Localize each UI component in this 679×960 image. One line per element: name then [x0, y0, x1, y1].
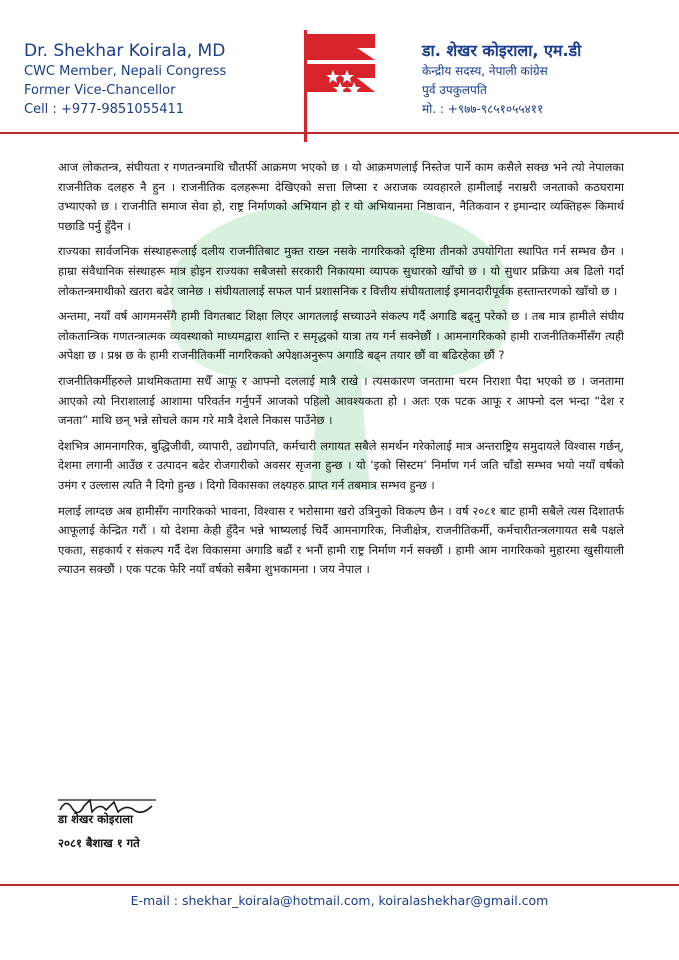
- letter-paragraph: अन्तमा, नयाँ वर्ष आगमनसँगै हामी विगतबाट शिक्षा लिएर आगतलाई सच्याउने संकल्प गर्दै अगाडि बढ्नु परेको छ । तब मात्र हामीले संघीय लोकतान्त्रिक गणतन्त्रात्मक व्यवस्थाको माध्यमद्वारा शान्ति र समृद्धको यात्रा तय गर्न सक्नेछौं । आमनागरिकको हामी राजनीतिकर्मीसँग त्यही अपेक्षा छ । प्रश्न छ के हामी राजनीतिकर्मी नागरिकको अपेक्षाअनुरूप अगाडि बढ्न तयार छौं वा बढिरहेका छौं ?: [58, 309, 624, 363]
- author-role-english: CWC Member, Nepali Congress: [24, 64, 227, 79]
- header-divider: [0, 132, 679, 134]
- author-former-nepali: पुर्व उपकुलपति: [422, 83, 487, 97]
- footer-email: E-mail : shekhar_koirala@hotmail.com, koiralashekhar@gmail.com: [130, 893, 549, 908]
- author-role-nepali: केन्द्रीय सदस्य, नेपाली कांग्रेस: [422, 64, 548, 78]
- author-cell-english: Cell : +977-9851055411: [24, 102, 185, 117]
- letter-paragraph: राजनीतिकर्मीहरुले प्राथमिकतामा सधैँ आफू र आफ्नो दललाई मात्रै राखे । त्यसकारण जनतामा चरम निराशा पैदा भएको छ । जनतामा आएको त्यो निराशालाई आशामा परिवर्तन गर्नुपर्ने आजको पहिलो आवश्यकता हो । अतः एक पटक आफू र आफ्नो दल भन्दा “देश र जनता” माथि छन् भन्ने सोचले काम गरे मात्रै देशले निकास पाउँनेछ ।: [58, 373, 624, 428]
- author-name-english: Dr. Shekhar Koirala, MD: [24, 41, 226, 61]
- signatory-name: डा शेखर कोइराला: [58, 812, 133, 826]
- author-former-english: Former Vice-Chancellor: [24, 83, 176, 98]
- author-name-nepali: डा. शेखर कोइराला, एम.डी: [422, 41, 582, 60]
- author-cell-nepali: मो. : +९७७-९८५१०५५४११: [422, 102, 544, 116]
- letter-paragraph: मलाई लाग्दछ अब हामीसँग नागरिकको भावना, विश्वास र भरोसामा खरो उत्रिनुको विकल्प छैन । वर्ष २०८१ बाट हामी सबैले त्यस दिशातर्फ आफूलाई केन्द्रित गरौं । यो देशमा केही हुँदैन भन्ने भाष्यलाई चिर्दै आमनागरिक, निजीक्षेत्र, राजनीतिकर्मी, कर्मचारीतन्त्रलगायत सबै पक्षले एकता, सहकार्य र संकल्प गर्दै देश विकासमा अगाडि बढौं र भनौं हामी राष्ट्र निर्माण गर्न सक्छौं । हामी आम नागरिकको मुहारमा खुसीयाली ल्याउन सक्छौं । एक पटक फेरि नयाँ वर्षको सबैमा शुभकामना । जय नेपाल ।: [58, 503, 624, 577]
- party-flag-icon: [297, 30, 377, 142]
- letter-date: २०८१ बैशाख १ गते: [58, 836, 140, 850]
- letterhead-english: [24, 40, 284, 119]
- letter-body: [58, 158, 624, 586]
- letter-paragraph: राज्यका सार्वजनिक संस्थाहरूलाई दलीय राजनीतिबाट मुक्त राख्न नसके नागरिकको दृष्टिमा तीनको उपयोगिता स्थापित गर्न सम्भव छैन । हाम्रा संवैधानिक संस्थाहरू मात्र होइन राज्यका सबैजसो सरकारी निकायमा व्यापक सुधारको खाँचो छ । यो सुधार प्रक्रिया अब ढिलो गर्दा लोकतन्त्रमाथीको खतरा बढेर जानेछ । संघीयतालाई सफल पार्न प्रशासनिक र वित्तीय संघीयतालाई इमानदारीपूर्वक हस्तान्तरणको खाँचो छ ।: [58, 244, 624, 298]
- footer-divider: [0, 884, 679, 886]
- letterhead-nepali: [422, 40, 672, 119]
- letter-paragraph: आज लोकतन्त्र, संघीयता र गणतन्त्रमाथि चौतर्फी आक्रमण भएको छ । यो आक्रमणलाई निस्तेज पार्ने काम कसैले सक्छ भने त्यो नेपालका राजनीतिक दलहरु नै हुन । राजनीतिक दलहरूमा देखिएको सत्ता लिप्सा र अराजक व्यवहारले हामीलाई नराम्ररी जनताको कठघरामा उभ्याएको छ । राजनीति समाज सेवा हो, राष्ट्र निर्माणको अभियान हो र यो अभियानमा निष्ठावान, नैतिकवान र इमान्दार व्यक्तिहरू किमार्थ पछाडि पर्नु हुँदैन ।: [58, 160, 624, 233]
- letter-paragraph: देशभित्र आमनागरिक, बुद्धिजीवी, व्यापारी, उद्योगपति, कर्मचारी लगायत सबैले समर्थन गरेकोलाई मात्र अन्तराष्ट्रिय समुदायले विश्वास गर्छन्, देशमा लगानी आउँछ र उत्पादन बढेर रोजगारीको अवसर सृजना हुन्छ । यो ‘इको सिस्टम’ निर्माण गर्न जति चाँडो सम्भव भयो नयाँ वर्षको उमंग र उल्लास त्यति नै दिगो हुन्छ । दिगो विकासका लक्ष्यहरु प्राप्त गर्न तबमात्र सम्भव हुन्छ ।: [58, 438, 624, 492]
